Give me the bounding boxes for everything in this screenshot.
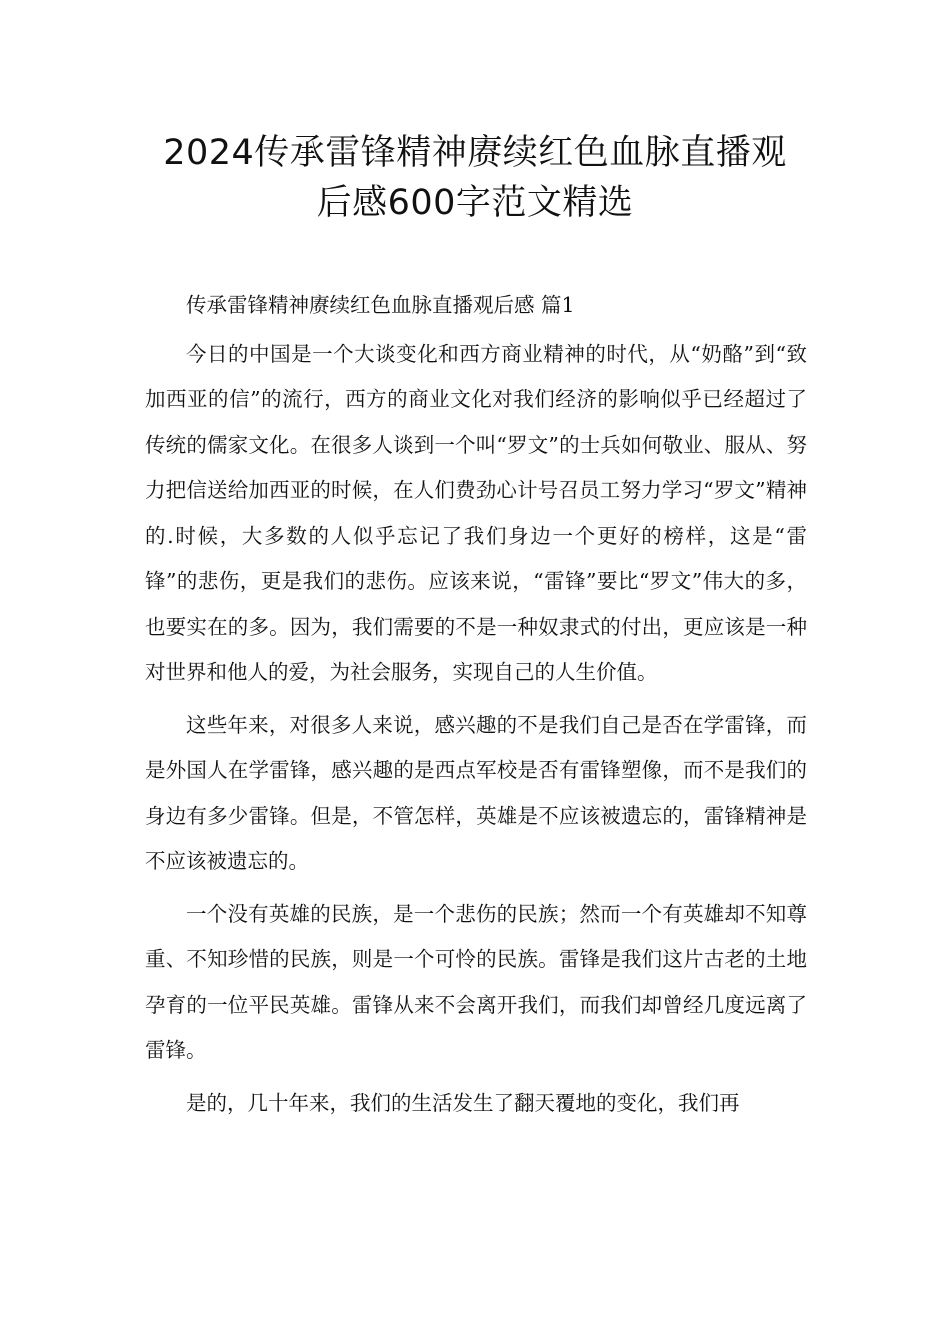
title-line-2: 后感600字范文精选 <box>316 183 634 223</box>
paragraph: 是的，几十年来，我们的生活发生了翻天覆地的变化，我们再 <box>186 1090 740 1115</box>
section-heading: 传承雷锋精神赓续红色血脉直播观后感 篇1 <box>186 293 575 317</box>
paragraph: 一个没有英雄的民族，是一个悲伤的民族；然而一个有英雄却不知尊重、不知珍惜的民族，则是一个可怜的民族。雷锋是我们这片古老的土地孕育的一位平民英雄。雷锋从来不会离开我们，而我们却曾经几度远离了雷锋。 <box>145 901 807 1062</box>
paragraph: 这些年来，对很多人来说，感兴趣的不是我们自己是否在学雷锋，而是外国人在学雷锋，感兴趣的是西点军校是否有雷锋塑像，而不是我们的身边有多少雷锋。但是，不管怎样，英雄是不应该被遗忘的，雷锋精神是不应该被遗忘的。 <box>145 712 807 873</box>
document-title <box>100 128 850 228</box>
title-line-1: 2024传承雷锋精神赓续红色血脉直播观 <box>163 133 787 173</box>
document-body <box>145 283 807 1133</box>
paragraph: 今日的中国是一个大谈变化和西方商业精神的时代，从“奶酪”到“致加西亚的信”的流行，西方的商业文化对我们经济的影响似乎已经超过了传统的儒家文化。在很多人谈到一个叫“罗文”的士兵如何敬业、服从、努力把信送给加西亚的时候，在人们费劲心计号召员工努力学习“罗文”精神的.时候，大多数的人似乎忘记了我们身边一个更好的榜样，这是“雷锋”的悲伤，更是我们的悲伤。应该来说，“雷锋”要比“罗文”伟大的多，也要实在的多。因为，我们需要的不是一种奴隶式的付出，更应该是一种对世界和他人的爱，为社会服务，实现自己的人生价值。 <box>145 341 807 684</box>
